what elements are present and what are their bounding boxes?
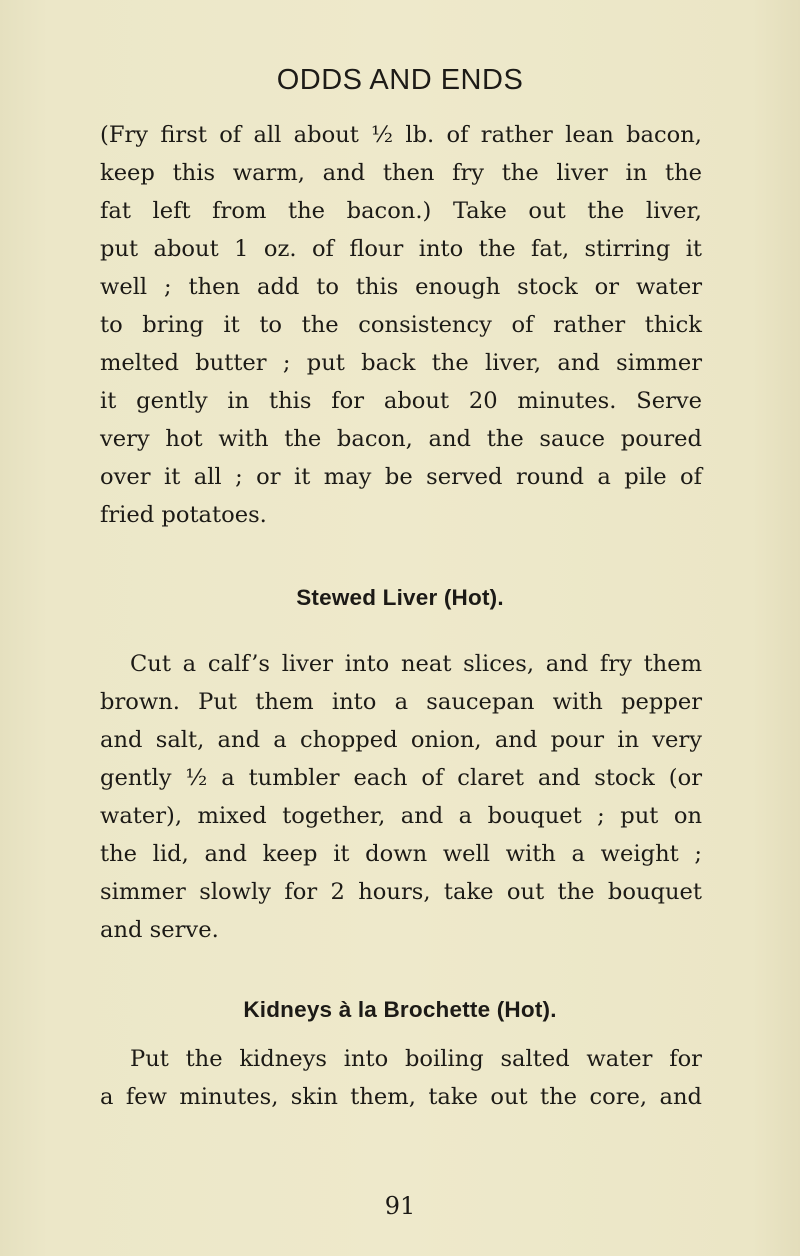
paragraph-line: to bring it to the consistency of rather thick: [100, 312, 702, 338]
stewed-liver-paragraph: [100, 645, 702, 949]
paragraph-line: fat left from the bacon.) Take out the liver,: [100, 198, 702, 224]
continuation-paragraph: [100, 116, 702, 534]
page-number: 91: [384, 1192, 416, 1220]
paragraph-line: brown. Put them into a saucepan with pepper: [100, 689, 702, 715]
recipe-heading-stewed-liver: Stewed Liver (Hot).: [296, 585, 504, 610]
paragraph-line: it gently in this for about 20 minutes. Serve: [100, 388, 702, 414]
paragraph-line: fried potatoes.: [100, 502, 267, 528]
recipe-heading-kidneys: Kidneys à la Brochette (Hot).: [243, 997, 557, 1022]
paragraph-line: put about 1 oz. of flour into the fat, stirring it: [100, 236, 702, 262]
paragraph-line: over it all ; or it may be served round a pile of: [100, 464, 702, 490]
paragraph-line: Cut a calf’s liver into neat slices, and fry them: [130, 651, 702, 677]
paragraph-line: and serve.: [100, 917, 219, 943]
paragraph-line: keep this warm, and then fry the liver in the: [100, 160, 702, 186]
paragraph-line: very hot with the bacon, and the sauce poured: [100, 426, 702, 452]
paragraph-line: simmer slowly for 2 hours, take out the bouquet: [100, 879, 702, 905]
paragraph-line: a few minutes, skin them, take out the core, and: [100, 1084, 702, 1110]
paragraph-line: well ; then add to this enough stock or water: [100, 274, 702, 300]
paragraph-line: and salt, and a chopped onion, and pour in very: [100, 727, 702, 753]
kidneys-paragraph: [100, 1040, 702, 1116]
running-head: ODDS AND ENDS: [276, 64, 524, 96]
paragraph-line: Put the kidneys into boiling salted water for: [130, 1046, 702, 1072]
paragraph-line: (Fry first of all about ½ lb. of rather lean bacon,: [100, 122, 702, 148]
paragraph-line: gently ½ a tumbler each of claret and stock (or: [100, 765, 702, 791]
paragraph-line: water), mixed together, and a bouquet ; put on: [100, 803, 702, 829]
paragraph-line: melted butter ; put back the liver, and simmer: [100, 350, 702, 376]
paragraph-line: the lid, and keep it down well with a weight ;: [100, 841, 702, 867]
